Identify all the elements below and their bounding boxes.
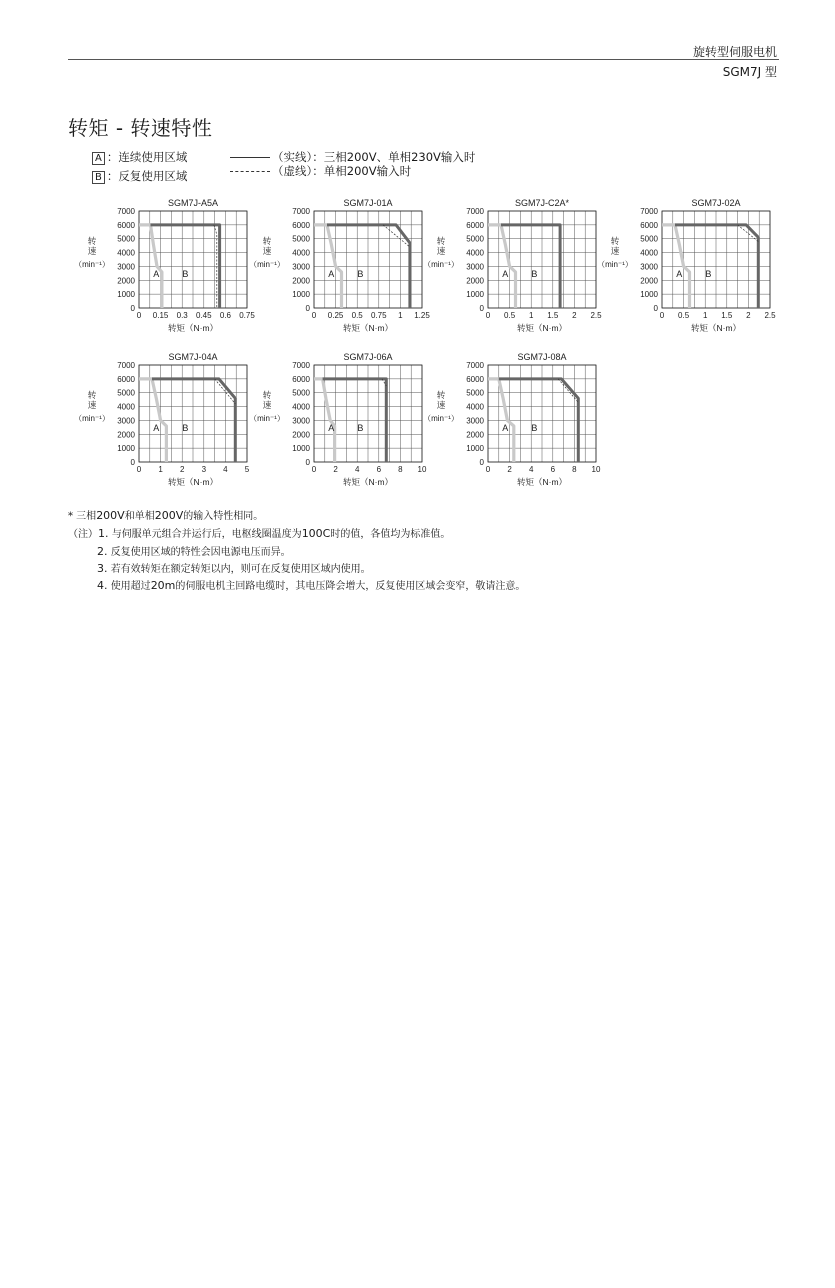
y-tick-label: 4000	[117, 402, 135, 412]
page-title: 转矩 - 转速特性	[68, 116, 213, 140]
y-axis-label-char: 速	[87, 246, 97, 256]
chart-title: SGM7J-01A	[343, 198, 393, 208]
y-tick-label: 5000	[466, 388, 484, 398]
x-tick-label: 0	[485, 311, 491, 320]
x-tick-label: 10	[417, 465, 427, 474]
y-tick-label: 2000	[117, 430, 135, 440]
y-tick-label: 7000	[640, 207, 658, 216]
x-tick-label: 1	[158, 465, 163, 474]
y-tick-label: 0	[479, 304, 484, 313]
intermittent-dashed-curve	[558, 379, 578, 403]
y-tick-label: 7000	[117, 361, 135, 370]
chart-title: SGM7J-C2A*	[514, 198, 570, 208]
x-tick-label: 4	[223, 465, 228, 474]
y-tick-label: 4000	[466, 248, 484, 258]
region-a-label: A	[502, 422, 509, 433]
x-tick-label: 1	[702, 311, 708, 320]
note-star: * 三相200V和单相200V的输入特性相同。	[68, 509, 264, 522]
y-tick-label: 5000	[117, 234, 135, 244]
chart-5	[74, 352, 250, 487]
y-axis-label-char: 速	[87, 400, 97, 410]
y-tick-label: 5000	[292, 388, 310, 398]
x-tick-label: 6	[550, 465, 556, 474]
x-tick-label: 8	[398, 465, 403, 474]
y-tick-label: 7000	[292, 207, 310, 216]
region-b-label: B	[357, 422, 364, 433]
y-axis-unit: （min⁻¹）	[74, 260, 110, 269]
chart-title: SGM7J-06A	[343, 352, 393, 362]
region-b-label: B	[182, 422, 189, 433]
region-b-label: B	[357, 268, 364, 279]
x-tick-label: 0	[659, 311, 665, 320]
y-axis-label-char: 转	[87, 236, 97, 246]
note-1: （注）1. 与伺服单元组合并运行后，电枢线圈温度为100C时的值，各值均为标准值。	[68, 527, 451, 540]
x-tick-label: 0.15	[152, 311, 169, 320]
region-b-label: B	[531, 268, 538, 279]
y-tick-label: 2000	[117, 276, 135, 286]
y-tick-label: 4000	[466, 402, 484, 412]
x-tick-label: 6	[376, 465, 382, 474]
legend-a-box: A	[92, 152, 105, 165]
x-tick-label: 0	[136, 465, 142, 474]
x-tick-label: 0.3	[176, 311, 188, 320]
y-axis-label-char: 转	[436, 236, 446, 246]
x-axis-label: 转矩（N·m）	[690, 323, 742, 333]
y-axis-label-char: 转	[436, 390, 446, 400]
x-tick-label: 10	[591, 465, 601, 474]
y-axis-unit: （min⁻¹）	[423, 414, 459, 423]
chart-6	[249, 352, 427, 487]
x-tick-label: 4	[354, 465, 360, 474]
y-tick-label: 3000	[292, 262, 310, 272]
x-tick-label: 3	[201, 465, 207, 474]
y-tick-label: 1000	[292, 290, 310, 300]
y-axis-label-char: 速	[262, 400, 272, 410]
y-tick-label: 4000	[292, 402, 310, 412]
note-4: 4. 使用超过20m的伺服电机主回路电缆时，其电压降会增大，反复使用区域会变窄，敬请注意。	[97, 579, 526, 592]
y-tick-label: 5000	[640, 234, 658, 244]
y-tick-label: 6000	[466, 374, 484, 384]
y-tick-label: 6000	[466, 220, 484, 230]
x-tick-label: 0.6	[219, 311, 231, 320]
chart-3	[423, 198, 602, 333]
x-tick-label: 0.75	[239, 311, 255, 320]
y-axis-label-char: 速	[436, 400, 446, 410]
chart-title: SGM7J-02A	[691, 198, 741, 208]
y-tick-label: 4000	[640, 248, 658, 258]
y-axis-unit: （min⁻¹）	[249, 414, 285, 423]
region-b-label: B	[531, 422, 538, 433]
chart-2	[249, 198, 430, 333]
x-tick-label: 2.5	[590, 311, 602, 320]
region-a-label: A	[328, 268, 335, 279]
y-tick-label: 7000	[292, 361, 310, 370]
y-tick-label: 4000	[117, 248, 135, 258]
intermittent-dashed-curve	[215, 379, 236, 404]
y-tick-label: 1000	[292, 444, 310, 454]
note-3: 3. 若有效转矩在额定转矩以内，则可在反复使用区域内使用。	[97, 562, 371, 575]
x-tick-label: 1.25	[414, 311, 430, 320]
chart-title: SGM7J-A5A	[167, 198, 219, 208]
y-tick-label: 0	[479, 458, 484, 467]
y-tick-label: 1000	[117, 290, 135, 300]
chart-title: SGM7J-04A	[168, 352, 218, 362]
x-tick-label: 1	[398, 311, 403, 320]
x-tick-label: 8	[572, 465, 577, 474]
y-tick-label: 2000	[292, 276, 310, 286]
chart-title: SGM7J-08A	[517, 352, 567, 362]
y-axis-unit: （min⁻¹）	[597, 260, 633, 269]
x-tick-label: 4	[528, 465, 534, 474]
x-axis-label: 转矩（N·m）	[516, 477, 568, 487]
x-tick-label: 0	[136, 311, 142, 320]
x-axis-label: 转矩（N·m）	[516, 323, 568, 333]
y-tick-label: 3000	[117, 416, 135, 426]
y-axis-unit: （min⁻¹）	[74, 414, 110, 423]
legend-b-text: ：反复使用区域	[106, 169, 188, 183]
x-tick-label: 0	[485, 465, 491, 474]
y-axis-label-char: 速	[610, 246, 620, 256]
x-tick-label: 1	[528, 311, 534, 320]
y-tick-label: 1000	[466, 290, 484, 300]
x-axis-label: 转矩（N·m）	[342, 323, 394, 333]
y-axis-unit: （min⁻¹）	[423, 260, 459, 269]
y-tick-label: 6000	[117, 220, 135, 230]
x-tick-label: 2	[572, 311, 577, 320]
y-tick-label: 0	[305, 304, 310, 313]
y-tick-label: 0	[130, 458, 135, 467]
y-axis-label-char: 速	[436, 246, 446, 256]
y-tick-label: 5000	[292, 234, 310, 244]
x-tick-label: 1.5	[547, 311, 559, 320]
x-axis-label: 转矩（N·m）	[167, 323, 219, 333]
legend-a-text: ：连续使用区域	[106, 150, 188, 164]
x-tick-label: 0.25	[327, 311, 344, 320]
y-tick-label: 7000	[466, 361, 484, 370]
y-tick-label: 6000	[292, 374, 310, 384]
y-axis-label-char: 转	[262, 390, 272, 400]
y-tick-label: 6000	[640, 220, 658, 230]
y-axis-label-char: 转	[610, 236, 620, 246]
x-tick-label: 1.5	[721, 311, 733, 320]
y-tick-label: 4000	[292, 248, 310, 258]
x-tick-label: 0.5	[351, 311, 363, 320]
x-tick-label: 5	[244, 465, 250, 474]
x-axis-label: 转矩（N·m）	[342, 477, 394, 487]
y-tick-label: 3000	[466, 262, 484, 272]
legend-b-box: B	[92, 171, 105, 184]
legend-solid-text: （实线）：三相200V、单相230V输入时	[272, 150, 476, 164]
legend-dashed-text: （虚线）：单相200V输入时	[272, 164, 412, 178]
chart-1	[74, 198, 255, 333]
x-tick-label: 0.5	[678, 311, 690, 320]
x-tick-label: 2	[179, 465, 185, 474]
y-axis-label-char: 转	[262, 236, 272, 246]
y-tick-label: 1000	[117, 444, 135, 454]
region-a-label: A	[328, 422, 335, 433]
x-tick-label: 2	[746, 311, 751, 320]
y-tick-label: 5000	[117, 388, 135, 398]
y-tick-label: 1000	[466, 444, 484, 454]
y-tick-label: 2000	[640, 276, 658, 286]
region-a-label: A	[153, 422, 160, 433]
x-tick-label: 0.45	[196, 311, 212, 320]
y-tick-label: 5000	[466, 234, 484, 244]
x-tick-label: 0.5	[504, 311, 516, 320]
y-tick-label: 2000	[466, 430, 484, 440]
y-tick-label: 0	[305, 458, 310, 467]
x-tick-label: 0.75	[371, 311, 387, 320]
region-a-label: A	[502, 268, 509, 279]
header-product-type: 旋转型伺服电机	[692, 45, 777, 59]
y-tick-label: 3000	[292, 416, 310, 426]
y-tick-label: 3000	[466, 416, 484, 426]
x-tick-label: 2	[333, 465, 338, 474]
note-2: 2. 反复使用区域的特性会因电源电压而异。	[97, 545, 291, 558]
y-tick-label: 1000	[640, 290, 658, 300]
y-tick-label: 2000	[466, 276, 484, 286]
y-tick-label: 2000	[292, 430, 310, 440]
chart-7	[423, 352, 601, 487]
header-model: SGM7J 型	[722, 65, 777, 79]
y-tick-label: 0	[130, 304, 135, 313]
region-b-label: B	[182, 268, 189, 279]
y-axis-label-char: 速	[262, 246, 272, 256]
y-tick-label: 3000	[117, 262, 135, 272]
region-b-label: B	[705, 268, 712, 279]
y-tick-label: 0	[653, 304, 658, 313]
y-axis-label-char: 转	[87, 390, 97, 400]
chart-4	[597, 198, 776, 333]
y-tick-label: 3000	[640, 262, 658, 272]
y-tick-label: 6000	[117, 374, 135, 384]
x-tick-label: 0	[311, 465, 317, 474]
y-tick-label: 7000	[117, 207, 135, 216]
x-tick-label: 2.5	[764, 311, 776, 320]
region-a-label: A	[676, 268, 683, 279]
y-axis-unit: （min⁻¹）	[249, 260, 285, 269]
x-axis-label: 转矩（N·m）	[167, 477, 219, 487]
region-a-label: A	[153, 268, 160, 279]
x-tick-label: 2	[507, 465, 512, 474]
y-tick-label: 6000	[292, 220, 310, 230]
y-tick-label: 7000	[466, 207, 484, 216]
x-tick-label: 0	[311, 311, 317, 320]
torque-speed-charts	[0, 0, 835, 520]
